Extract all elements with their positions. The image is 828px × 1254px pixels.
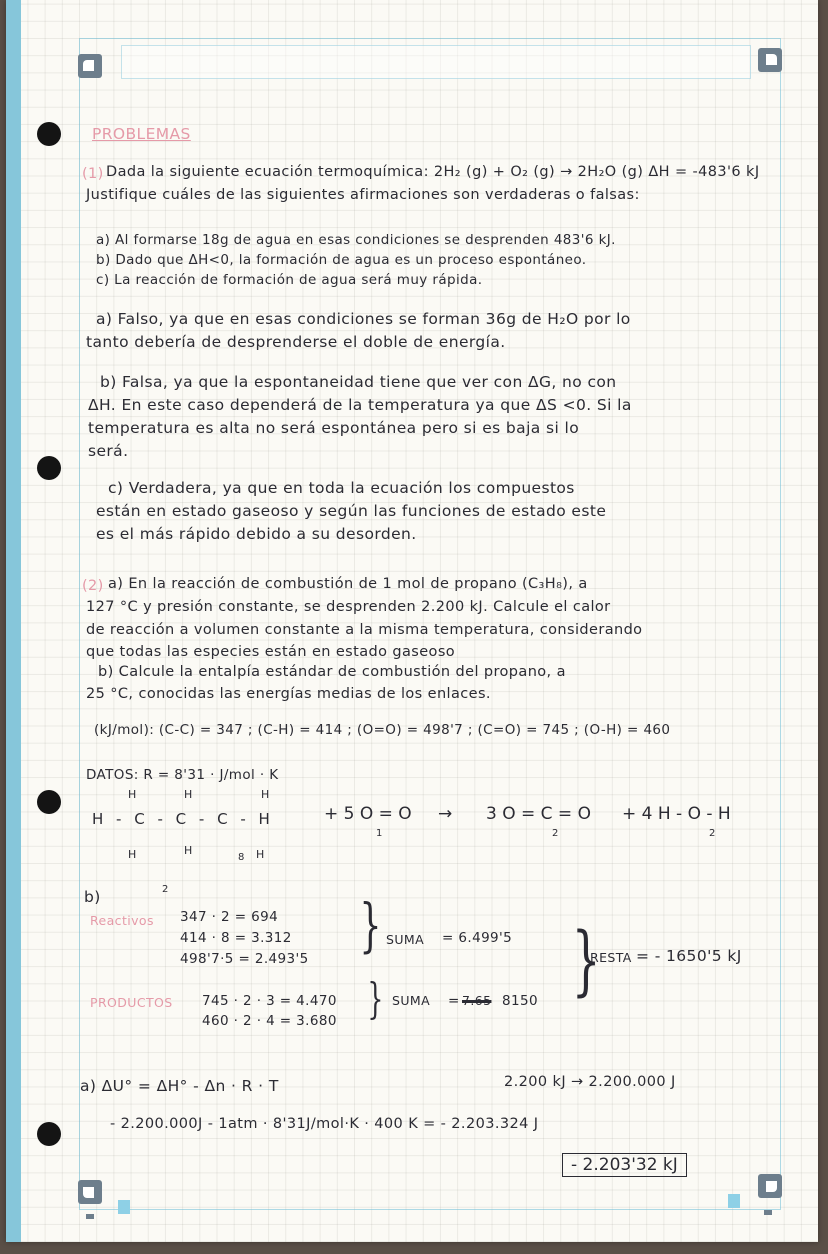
productos-line-1: 745 · 2 · 3 = 4.470 — [202, 993, 337, 1009]
productos-equals: = — [448, 993, 460, 1009]
reactivos-label: Reactivos — [90, 913, 154, 928]
small-mark-5: 8 — [238, 852, 245, 863]
bond-energies: (kJ/mol): (C-C) = 347 ; (C-H) = 414 ; (O=O) = 498'7 ; (C=O) = 745 ; (O-H) = 460 — [94, 722, 671, 738]
propane-chain: H - C - C - C - H — [92, 810, 270, 828]
reactivos-suma-label: SUMA — [386, 932, 425, 947]
reactivos-line-3: 498'7·5 = 2.493'5 — [180, 951, 309, 967]
datos: DATOS: R = 8'31 · J/mol · K — [86, 767, 279, 783]
co2-product: 3 O = C = O — [486, 804, 591, 824]
blue-square-mark — [728, 1194, 740, 1208]
problem2-statement-line3: de reacción a volumen constante a la misma temperatura, considerando — [86, 622, 643, 638]
answer-b-line1: b) Falsa, ya que la espontaneidad tiene que ver con ΔG, no con — [100, 373, 617, 391]
productos-struck-value: 7.65 — [462, 993, 492, 1008]
problem2-statement-line2: 127 °C y presión constante, se desprenden 2.200 kJ. Calcule el calor — [86, 599, 611, 615]
answer-c-line1: c) Verdadera, ya que en toda la ecuación los compuestos — [108, 479, 575, 497]
productos-line-2: 460 · 2 · 4 = 3.680 — [202, 1013, 337, 1029]
answer-a-line2: tanto debería de desprenderse el doble de energía. — [86, 333, 506, 351]
notebook-page — [6, 0, 818, 1242]
page-title: PROBLEMAS — [92, 125, 191, 143]
problem1-statement-line2: Justifique cuáles de las siguientes afirmaciones son verdaderas o falsas: — [86, 187, 640, 203]
resta-brace: } — [571, 915, 601, 1004]
final-result-box: - 2.203'32 kJ — [562, 1153, 687, 1177]
margin-band — [6, 0, 21, 1242]
water-product: + 4 H - O - H — [622, 804, 731, 824]
bottom-h-2: H — [184, 844, 193, 857]
oxygen-reactant: + 5 O = O — [324, 804, 412, 824]
answer-b-line2: ΔH. En este caso dependerá de la temperatura ya que ΔS <0. Si la — [88, 396, 632, 414]
problem2-statement-line5: b) Calcule la entalpía estándar de combustión del propano, a — [98, 664, 566, 680]
problem1-statement-line1: Dada la siguiente ecuación termoquímica: 2H₂ (g) + O₂ (g) → 2H₂O (g) ΔH = -483'6 kJ — [106, 164, 760, 180]
part-b-label: b) — [84, 888, 101, 906]
productos-brace: } — [367, 974, 384, 1023]
binder-hole — [37, 456, 61, 480]
part-a-formula: a) ΔU° = ΔH° - Δn · R · T — [80, 1077, 279, 1095]
problem1-number: (1) — [82, 166, 104, 182]
productos-suma-value: 8150 — [502, 993, 538, 1009]
problem2-statement-line6: 25 °C, conocidas las energías medias de los enlaces. — [86, 686, 491, 702]
problem1-option-b: b) Dado que ΔH<0, la formación de agua es un proceso espontáneo. — [96, 252, 587, 268]
bottom-h-1: H — [128, 848, 137, 861]
productos-label: PRODUCTOS — [90, 995, 173, 1010]
small-mark-1: 1 — [376, 828, 383, 839]
binder-hole — [37, 122, 61, 146]
binder-hole — [37, 1122, 61, 1146]
small-mark-2: 2 — [552, 828, 559, 839]
answer-c-line3: es el más rápido debido a su desorden. — [96, 525, 417, 543]
reactivos-suma-value: = 6.499'5 — [442, 930, 513, 946]
answer-b-line4: será. — [88, 442, 129, 460]
part-a-conversion: 2.200 kJ → 2.200.000 J — [504, 1074, 676, 1090]
top-h-2: H — [184, 788, 193, 801]
answer-a-line1: a) Falso, ya que en esas condiciones se forman 36g de H₂O por lo — [96, 310, 631, 328]
blue-square-mark — [118, 1200, 130, 1214]
resta-value: = - 1650'5 kJ — [636, 947, 742, 965]
reaction-arrow: → — [438, 804, 453, 824]
corner-mark-icon — [758, 48, 782, 72]
problem2-number: (2) — [82, 578, 104, 594]
reactivos-line-1: 347 · 2 = 694 — [180, 909, 279, 925]
answer-b-line3: temperatura es alta no será espontánea pero si es baja si lo — [88, 419, 580, 437]
corner-mark-icon — [78, 54, 102, 78]
problem1-option-c: c) La reacción de formación de agua será muy rápida. — [96, 272, 483, 288]
problem1-option-a: a) Al formarse 18g de agua en esas condiciones se desprenden 483'6 kJ. — [96, 232, 616, 248]
small-mark — [764, 1210, 772, 1215]
small-mark-4: 2 — [162, 884, 169, 895]
top-h-3: H — [261, 788, 270, 801]
corner-mark-icon — [758, 1174, 782, 1198]
corner-mark-icon — [78, 1180, 102, 1204]
answer-c-line2: están en estado gaseoso y según las funciones de estado este — [96, 502, 607, 520]
productos-suma-label: SUMA — [392, 993, 431, 1008]
resta-label: RESTA — [590, 950, 632, 965]
reactivos-line-2: 414 · 8 = 3.312 — [180, 930, 292, 946]
bottom-h-3: H — [256, 848, 265, 861]
top-h-1: H — [128, 788, 137, 801]
part-a-calculation: - 2.200.000J - 1atm · 8'31J/mol·K · 400 K = - 2.203.324 J — [110, 1116, 539, 1132]
header-strip — [121, 45, 751, 79]
problem2-statement-line1: a) En la reacción de combustión de 1 mol de propano (C₃H₈), a — [108, 576, 588, 592]
problem2-statement-line4: que todas las especies están en estado gaseoso — [86, 644, 456, 660]
binder-hole — [37, 790, 61, 814]
small-mark — [86, 1214, 94, 1219]
reactivos-brace: } — [359, 891, 382, 959]
small-mark-3: 2 — [709, 828, 716, 839]
